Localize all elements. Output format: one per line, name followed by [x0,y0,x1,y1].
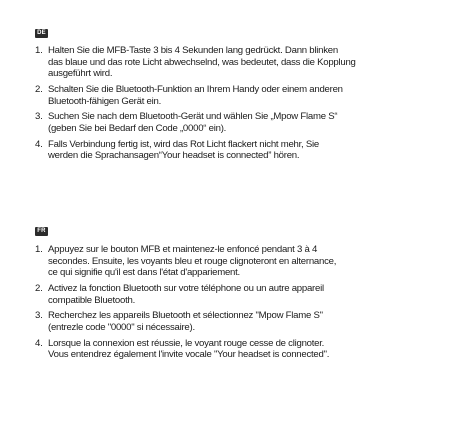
item-text-line: Halten Sie die MFB-Taste 3 bis 4 Sekunden lang gedrückt. Dann blinken [48,45,338,56]
item-text-line: secondes. Ensuite, les voyants bleu et rouge clignoteront en alternance, [48,255,337,267]
list-item [35,111,435,134]
item-text-line: Suchen Sie nach dem Bluetooth-Gerät und wählen Sie „Mpow Flame S“ [48,111,338,123]
list-item [35,244,435,279]
item-text-line: Appuyez sur le bouton MFB et maintenez-le enfoncé pendant 3 à 4 [48,244,318,255]
list-item [35,310,435,333]
item-number: 1. [35,45,43,56]
item-text [48,45,435,80]
language-badge-de: DE [35,29,48,38]
item-text [48,244,435,279]
list-item [35,84,435,107]
item-text-line: (entrezle code "0000" si nécessaire). [48,321,195,333]
language-badge-fr: FR [35,227,48,236]
item-text-line: das blaue und das rote Licht abwechselnd, was bedeutet, dass die Kopplung [48,56,356,68]
item-text [48,84,435,107]
item-text [48,310,435,333]
item-number: 4. [35,138,43,150]
list-item [35,283,435,306]
item-text [48,139,435,162]
list-item [35,45,435,80]
item-number: 1. [35,244,43,255]
item-text [48,283,435,306]
item-text-line: Recherchez les appareils Bluetooth et sélectionnez "Mpow Flame S" [48,310,323,322]
item-text-line: Bluetooth-fähigen Gerät ein. [48,95,162,107]
item-text-line: ausgeführt wird. [48,68,113,80]
item-text-line: Activez la fonction Bluetooth sur votre téléphone ou un autre appareil [48,282,324,294]
item-text [48,111,435,134]
item-text-line: werden die Sprachansagen“Your headset is connected” hören. [48,150,300,162]
item-number: 2. [35,83,43,95]
item-text-line: (geben Sie bei Bedarf den Code „0000“ ein). [48,122,227,134]
list-item [35,139,435,162]
item-text-line: Lorsque la connexion est réussie, le voyant rouge cesse de clignoter. [48,337,325,349]
instruction-list-fr [35,244,435,365]
item-text-line: Falls Verbindung fertig ist, wird das Rot Licht flackert nicht mehr, Sie [48,138,320,150]
item-text-line: Schalten Sie die Bluetooth-Funktion an Ihrem Handy oder einem anderen [48,83,343,95]
item-number: 4. [35,337,43,349]
item-text-line: Vous entendrez également l'invite vocale "Your headset is connected". [48,349,330,361]
item-text-line: compatible Bluetooth. [48,294,136,306]
list-item [35,338,435,361]
item-number: 2. [35,282,43,294]
item-number: 3. [35,111,43,123]
instruction-list-de [35,45,435,166]
item-text-line: ce qui signifie qu'il est dans l'état d'appariement. [48,267,240,279]
item-text [48,338,435,361]
item-number: 3. [35,310,43,322]
